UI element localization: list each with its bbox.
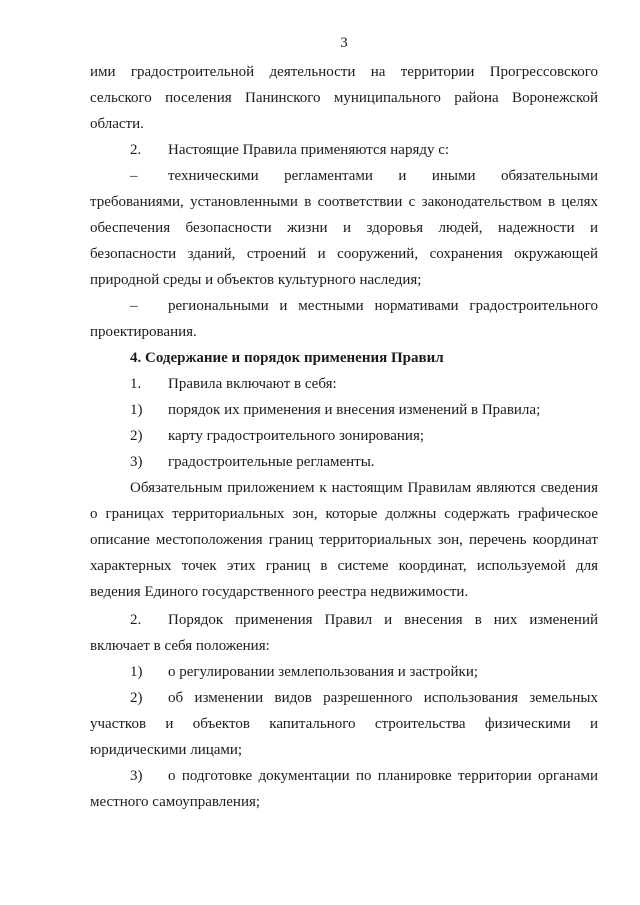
text-line: о границах территориальных зон, которые должны содержать графическое — [90, 506, 598, 522]
list-marker: 2. — [130, 612, 142, 628]
text-line — [90, 449, 598, 475]
paragraph-dash-technical — [90, 163, 598, 293]
line-text: о регулировании землепользования и застройки; — [168, 664, 479, 680]
list-marker: – — [130, 298, 138, 314]
text-line — [90, 685, 598, 711]
list-marker: 2) — [130, 428, 143, 444]
paragraph-mandatory-appendix — [90, 475, 598, 605]
text-line — [90, 423, 598, 449]
line-text: карту градостроительного зонирования; — [168, 428, 425, 444]
paragraph-continuation — [90, 59, 598, 137]
list-marker: 3) — [130, 768, 143, 784]
text-line: юридическими лицами; — [90, 742, 243, 758]
text-line — [90, 371, 598, 397]
section-heading — [90, 345, 598, 371]
text-line: сельского поселения Панинского муниципального района Воронежской — [90, 90, 598, 106]
text-line — [90, 397, 598, 423]
text-line: проектирования. — [90, 324, 197, 340]
paragraph-dash-regional — [90, 293, 598, 345]
paragraph-procedure-subitem-1 — [90, 659, 598, 685]
paragraph-procedure-subitem-3 — [90, 763, 598, 815]
paragraph-subitem-2 — [90, 423, 598, 449]
list-marker: 3) — [130, 454, 143, 470]
paragraph-procedure-subitem-2 — [90, 685, 598, 763]
line-text: техническими регламентами и иными обязательными — [168, 168, 598, 184]
text-line: местного самоуправления; — [90, 794, 261, 810]
section-title: 4. Содержание и порядок применения Правил — [130, 350, 444, 366]
line-text: Порядок применения Правил и внесения в них изменений — [168, 612, 598, 628]
text-line: ими градостроительной деятельности на территории Прогрессовского — [90, 64, 598, 80]
text-line: описание местоположения границ территориальных зон, перечень координат — [90, 532, 598, 548]
text-line: характерных точек этих границ в системе координат, используемой для — [90, 558, 598, 574]
page-number: 3 — [340, 35, 348, 51]
text-line — [90, 659, 598, 685]
line-text: Правила включают в себя: — [168, 376, 337, 392]
text-line — [90, 137, 598, 163]
text-line: включает в себя положения: — [90, 638, 270, 654]
body-text — [90, 59, 598, 815]
text-line: природной среды и объектов культурного наследия; — [90, 272, 422, 288]
text-line — [90, 163, 598, 189]
line-text: региональными и местными нормативами градостроительного — [168, 298, 598, 314]
text-line — [90, 293, 598, 319]
line-text: об изменении видов разрешенного использования земельных — [168, 690, 598, 706]
list-marker: 1) — [130, 664, 143, 680]
paragraph-item-1 — [90, 371, 598, 397]
paragraph-subitem-3 — [90, 449, 598, 475]
list-marker: 1) — [130, 402, 143, 418]
text-line: области. — [90, 116, 144, 132]
list-marker: 2) — [130, 690, 143, 706]
line-text: о подготовке документации по планировке территории органами — [168, 768, 598, 784]
line-text: градостроительные регламенты. — [168, 454, 375, 470]
text-line: безопасности зданий, строений и сооружений, сохранения окружающей — [90, 246, 598, 262]
list-marker: 2. — [130, 142, 142, 158]
text-line — [90, 607, 598, 633]
line-text: Настоящие Правила применяются наряду с: — [168, 142, 450, 158]
paragraph-subitem-1 — [90, 397, 598, 423]
text-line: ведения Единого государственного реестра недвижимости. — [90, 584, 469, 600]
list-marker: 1. — [130, 376, 142, 392]
text-line — [90, 763, 598, 789]
text-line: обеспечения безопасности жизни и здоровья людей, надежности и — [90, 220, 598, 236]
text-line: участков и объектов капитального строительства физическими и — [90, 716, 598, 732]
text-line: Обязательным приложением к настоящим Правилам являются сведения — [130, 480, 598, 496]
paragraph-item-2-procedure — [90, 607, 598, 659]
line-text: порядок их применения и внесения изменений в Правила; — [168, 402, 541, 418]
text-line: требованиями, установленными в соответствии с законодательством в целях — [90, 194, 598, 210]
list-marker: – — [130, 168, 138, 184]
paragraph-item-2 — [90, 137, 598, 163]
